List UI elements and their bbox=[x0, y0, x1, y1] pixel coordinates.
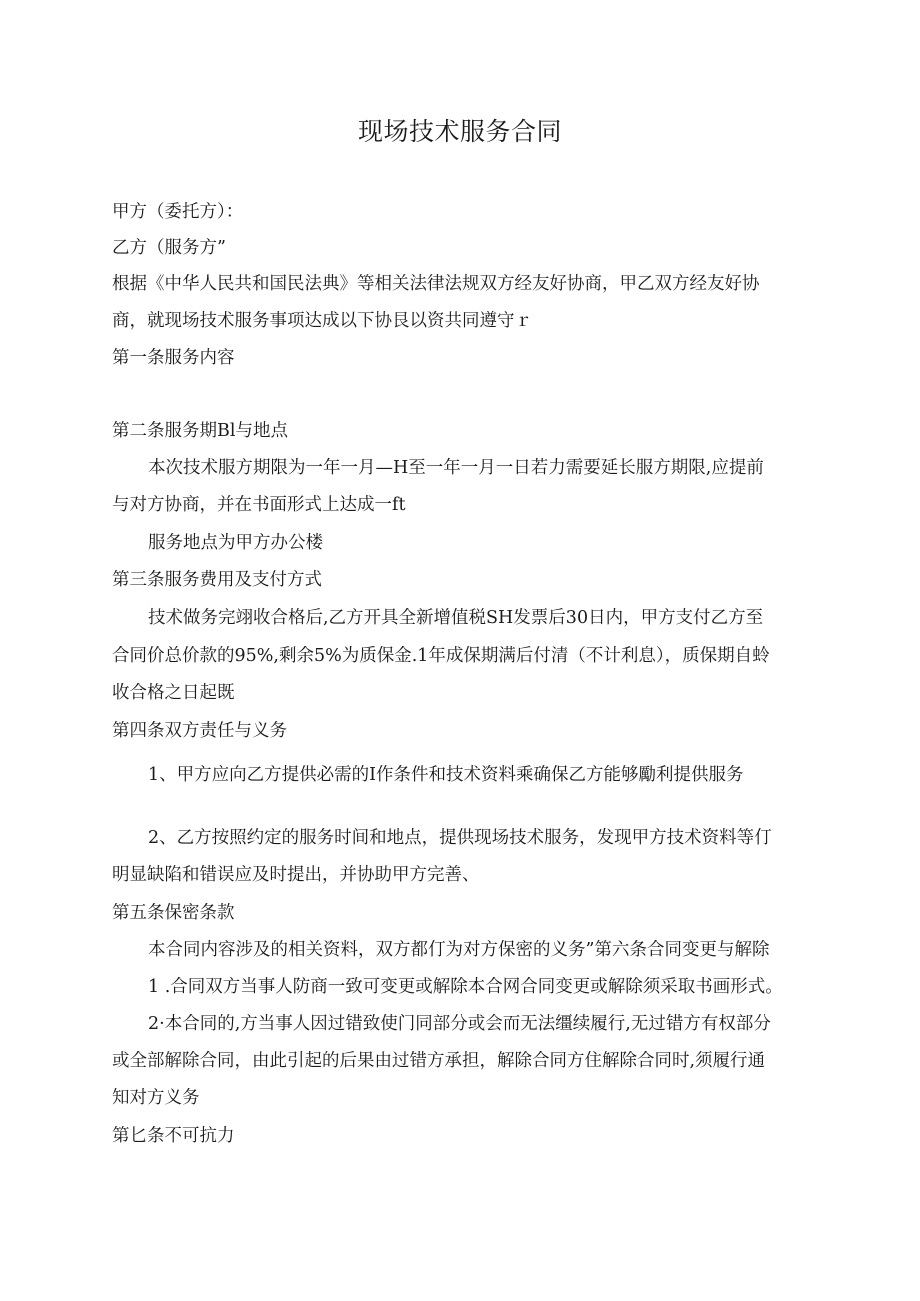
article-5-para: 本合同内容涉及的相关资料，双方都仃为对方保密的义务”第六条合同变更与解除 bbox=[148, 940, 770, 960]
preamble-line-2: 商，就现场技术服务事项达成以下协艮以资共同遵守ｒ bbox=[112, 311, 532, 331]
party-a-line: 甲方（委托方）： bbox=[112, 202, 244, 222]
document-title: 现场技术服务合同 bbox=[357, 117, 562, 146]
party-b-line: 乙方（服务方” bbox=[112, 238, 226, 258]
article-3-para-line-2: 合同价总价款的95%,剩余5%为质保金.1年成保期满后付清（不计利息），质保期自蛉 bbox=[112, 646, 770, 666]
article-4-heading: 第四条双方责任与义务 bbox=[112, 721, 287, 741]
article-3-heading: 第三条服务费用及支付方式 bbox=[112, 570, 322, 590]
article-4-item-2-line-2: 明显缺陷和错误应及时提出，并协助甲方完善、 bbox=[112, 865, 480, 885]
article-2-heading: 第二条服务期Bl与地点 bbox=[112, 421, 288, 441]
article-6-item-2-line-2: 或全部解除合同，由此引起的后果由过错方承担，解除合同方住解除合同时,须履行通 bbox=[112, 1051, 766, 1071]
article-6-item-1: 1 .合同双方当事人防商一致可变更或解除本合网合同变更或解除须采取书画形式。 bbox=[148, 977, 783, 997]
preamble-line-1: 根据《中华人民共和国民法典》等相关法律法规双方经友好协商，甲乙双方经友好协 bbox=[112, 274, 760, 294]
article-6-item-2-line-3: 知对方义务 bbox=[112, 1088, 200, 1108]
article-6-item-2-line-1: 2·本合同的,方当事人因过错致使门同部分或会而无法缰续履行,无过错方有权部分 bbox=[148, 1014, 771, 1034]
article-2-para-2: 服务地点为甲方办公楼 bbox=[148, 533, 323, 553]
article-2-para-1-line-2: 与对方协商，并在书面形式上达成一ft bbox=[112, 495, 406, 515]
article-1-heading: 第一条服务内容 bbox=[112, 348, 235, 368]
article-7-heading: 第匕条不可抗力 bbox=[112, 1126, 235, 1146]
article-2-para-1-line-1: 本次技术服方期限为一年一月—H至一年一月一日若力需要延长服方期限,应提前 bbox=[148, 458, 764, 478]
article-4-item-1: 1、甲方应向乙方提供必需的I作条件和技术资料乘确保乙方能够勵利提供服务 bbox=[148, 765, 744, 785]
article-3-para-line-1: 技术做务完翊收合格后,乙方开具全新增值税SH发票后30日内，甲方支付乙方至 bbox=[148, 608, 764, 628]
article-3-para-line-3: 收合格之日起既 bbox=[112, 683, 235, 703]
article-4-item-2-line-1: 2、乙方按照约定的服务时间和地点，提供现场技术服务，发现甲方技术资料等仃 bbox=[148, 828, 772, 848]
article-5-heading: 第五条保密条款 bbox=[112, 903, 235, 923]
